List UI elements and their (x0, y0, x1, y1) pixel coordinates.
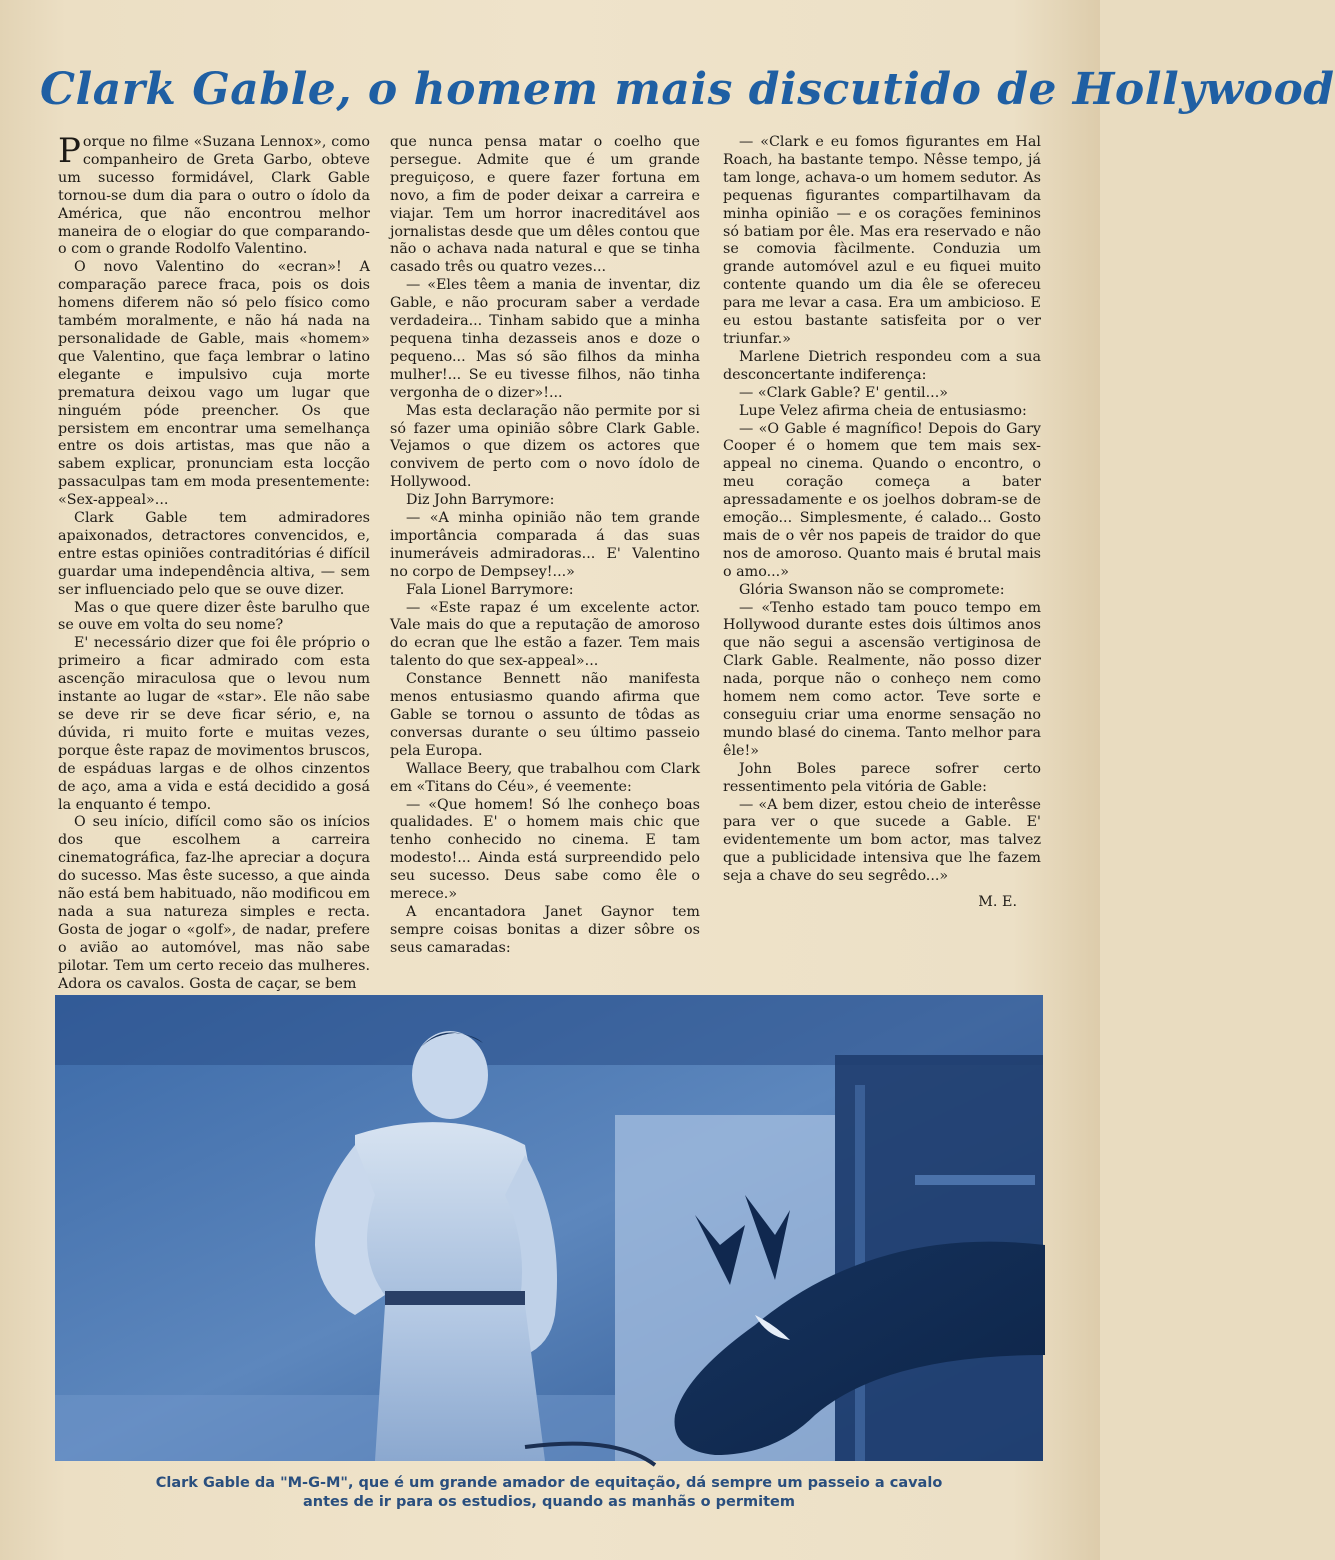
paragraph: Wallace Beery, que trabalhou com Clark em «Titans do Céu», é veemente: (390, 760, 700, 795)
paragraph: John Boles parece sofrer certo ressentimento pela vitória de Gable: (723, 760, 1041, 795)
paragraph: — «Que homem! Só lhe conheço boas qualidades. E' o homem mais chic que tenho conhecido no cinema. E tam modesto!... Ainda está surpreendido pelo seu sucesso. Deus sabe como êle o merece.» (390, 796, 700, 903)
man-belt (385, 1291, 525, 1305)
paragraph: Clark Gable tem admiradores apaixonados, detractores convencidos, e, entre estas opiniões contraditórias é difícil guardar uma independência altiva, — sem ser influenciado pelo que se ouve dizer. (58, 510, 370, 598)
paragraph: — «Tenho estado tam pouco tempo em Hollywood durante estes dois últimos anos que não segui a ascensão vertiginosa de Clark Gable. Realmente, não posso dizer nada, porque não o conheço nem como homem nem como actor. Teve sorte e conseguiu criar uma enorme sensação no mundo blasé do cinema. Tanto melhor para êle!» (723, 599, 1041, 759)
paragraph: O seu início, difícil como são os inícios dos que escolhem a carreira cinematográfica, faz-lhe apreciar a doçura do sucesso. Mas êste sucesso, a que ainda não está bem habituado, não modificou em nada a sua natureza simples e recta. Gosta de jogar o «golf», de nadar, prefere o avião ao automóvel, mas não sabe pilotar. Tem um certo receio das mulheres. Adora os cavalos. Gosta de caçar, se bem (58, 814, 370, 992)
paragraph: — «A minha opinião não tem grande importância comparada á das suas inumeráveis admiradoras... E' Valentino no corpo de Dempsey!...» (390, 510, 700, 580)
man-head (412, 1031, 488, 1119)
paragraph: — «A bem dizer, estou cheio de interêsse para ver o que sucede a Gable. E' evidentemente um bom actor, mas talvez que a publicidade intensiva que lhe fazem seja a chave do seu segrêdo...» (723, 796, 1041, 885)
paragraph: Diz John Barrymore: (406, 492, 555, 509)
paragraph: — «Clark Gable? E' gentil...» (739, 384, 949, 401)
paragraph: E' necessário dizer que foi êle próprio o primeiro a ficar admirado com esta ascenção miraculosa que o levou num instante ao lugar de «star». Ele não sabe se deve rir se deve ficar sério, e, na dúvida, ri muito forte e muitas vezes, porque êste rapaz de movimentos bruscos, de espáduas largas e de olhos cinzentos de aço, ama a vida e está decidido a gosá la enquanto é tempo. (58, 635, 370, 813)
author-signature: M. E. (978, 894, 1017, 911)
paragraph: Glória Swanson não se compromete: (739, 581, 1005, 598)
paragraph: Constance Bennett não manifesta menos entusiasmo quando afirma que Gable se tornou o assunto de tôdas as conversas durante o seu último passeio pela Europa. (390, 671, 700, 759)
article-column-2 (390, 134, 700, 958)
paragraph: — «O Gable é magnífico! Depois do Gary Cooper é o homem que tem mais sex-appeal no cinema. Quando o encontro, o meu coração começa a bater apressadamente e os joelhos dobram-se de emoção... Simplesmente, é calado... Gosto mais de o vêr nos papeis de traidor do que nos de amoroso. Quanto mais é brutal mais o amo...» (723, 420, 1041, 580)
paragraph: A encantadora Janet Gaynor tem sempre coisas bonitas a dizer sôbre os seus camaradas: (390, 903, 700, 956)
man-trousers (375, 1305, 545, 1461)
caption-line-1: Clark Gable da "M-G-M", que é um grande amador de equitação, dá sempre um passeio a cavalo (155, 1475, 943, 1491)
paragraph: Lupe Velez afirma cheia de entusiasmo: (739, 402, 1027, 419)
article-column-1 (58, 131, 370, 994)
paragraph: Fala Lionel Barrymore: (406, 581, 574, 598)
photo-gable-with-horse (55, 995, 1043, 1461)
photo-caption (55, 1474, 1043, 1512)
article-title: Clark Gable, o homem mais discutido de Hollywood (40, 64, 1335, 115)
paragraph: Mas o que quere dizer êste barulho que se ouve em volta do seu nome? (58, 599, 370, 634)
paragraph: — «Eles têem a mania de inventar, diz Gable, e não procuram saber a verdade verdadeira... Tinham sabido que a minha pequena tinha dezasseis anos e doze o pequeno... Mas só são filhos da minha mulher!... Se eu tivesse filhos, não tinha vergonha de o dizer»!... (390, 277, 700, 401)
paragraph: — «Este rapaz é um excelente actor. Vale mais do que a reputação de amoroso do ecran que lhe estão a fazer. Tem mais talento do que sex-appeal»... (390, 599, 700, 670)
paragraph: que nunca pensa matar o coelho que persegue. Admite que é um grande preguiçoso, e quere fazer fortuna em novo, a fim de poder deixar a carreira e viajar. Tem um horror inacreditável aos jornalistas desde que um dêles contou que não o achava nada natural e que se tinha casado três ou quatro vezes... (390, 134, 700, 276)
paragraph: Porque no filme «Suzana Lennox», como companheiro de Greta Garbo, obteve um sucesso formidável, Clark Gable tornou-se dum dia para o outro o ídolo da América, que não encontrou melhor maneira de o elogiar do que comparando-o com o grande Rodolfo Valentino. (58, 131, 370, 258)
paragraph: Mas esta declaração não permite por si só fazer uma opinião sôbre Clark Gable. Vejamos o que dizem os actores que convivem de perto com o novo ídolo de Hollywood. (390, 402, 700, 491)
paragraph: Marlene Dietrich respondeu com a sua desconcertante indiferença: (723, 348, 1041, 383)
paragraph: — «Clark e eu fomos figurantes em Hal Roach, ha bastante tempo. Nêsse tempo, já tam longe, achava-o um homem sedutor. As pequenas figurantes compartilhavam da minha opinião — e os corações femininos só batiam por êle. Mas era reservado e não se comovia fàcilmente. Conduzia um grande automóvel azul e eu fiquei muito contente quando um dia êle se ofereceu para me levar a casa. Era um ambicioso. E eu estou bastante satisfeita por o ver triunfar.» (723, 134, 1041, 347)
article-column-3 (723, 134, 1041, 912)
caption-line-2: antes de ir para os estudios, quando as manhãs o permitem (303, 1494, 795, 1510)
paragraph: O novo Valentino do «ecran»! A comparação parece fraca, pois os dois homens diferem não só pelo físico como também moralmente, e não há nada na personalidade de Gable, mais «homem» que Valentino, que faça lembrar o latino elegante e impulsivo cuja morte prematura deixou vago um lugar que ninguém póde preencher. Os que persistem em encontrar uma semelhança entre os dois artistas, mas que não a sabem explicar, pronunciam esta locção passaculpas tam em moda presentemente: «Sex-appeal»... (58, 259, 370, 509)
drop-cap: P (58, 131, 81, 171)
